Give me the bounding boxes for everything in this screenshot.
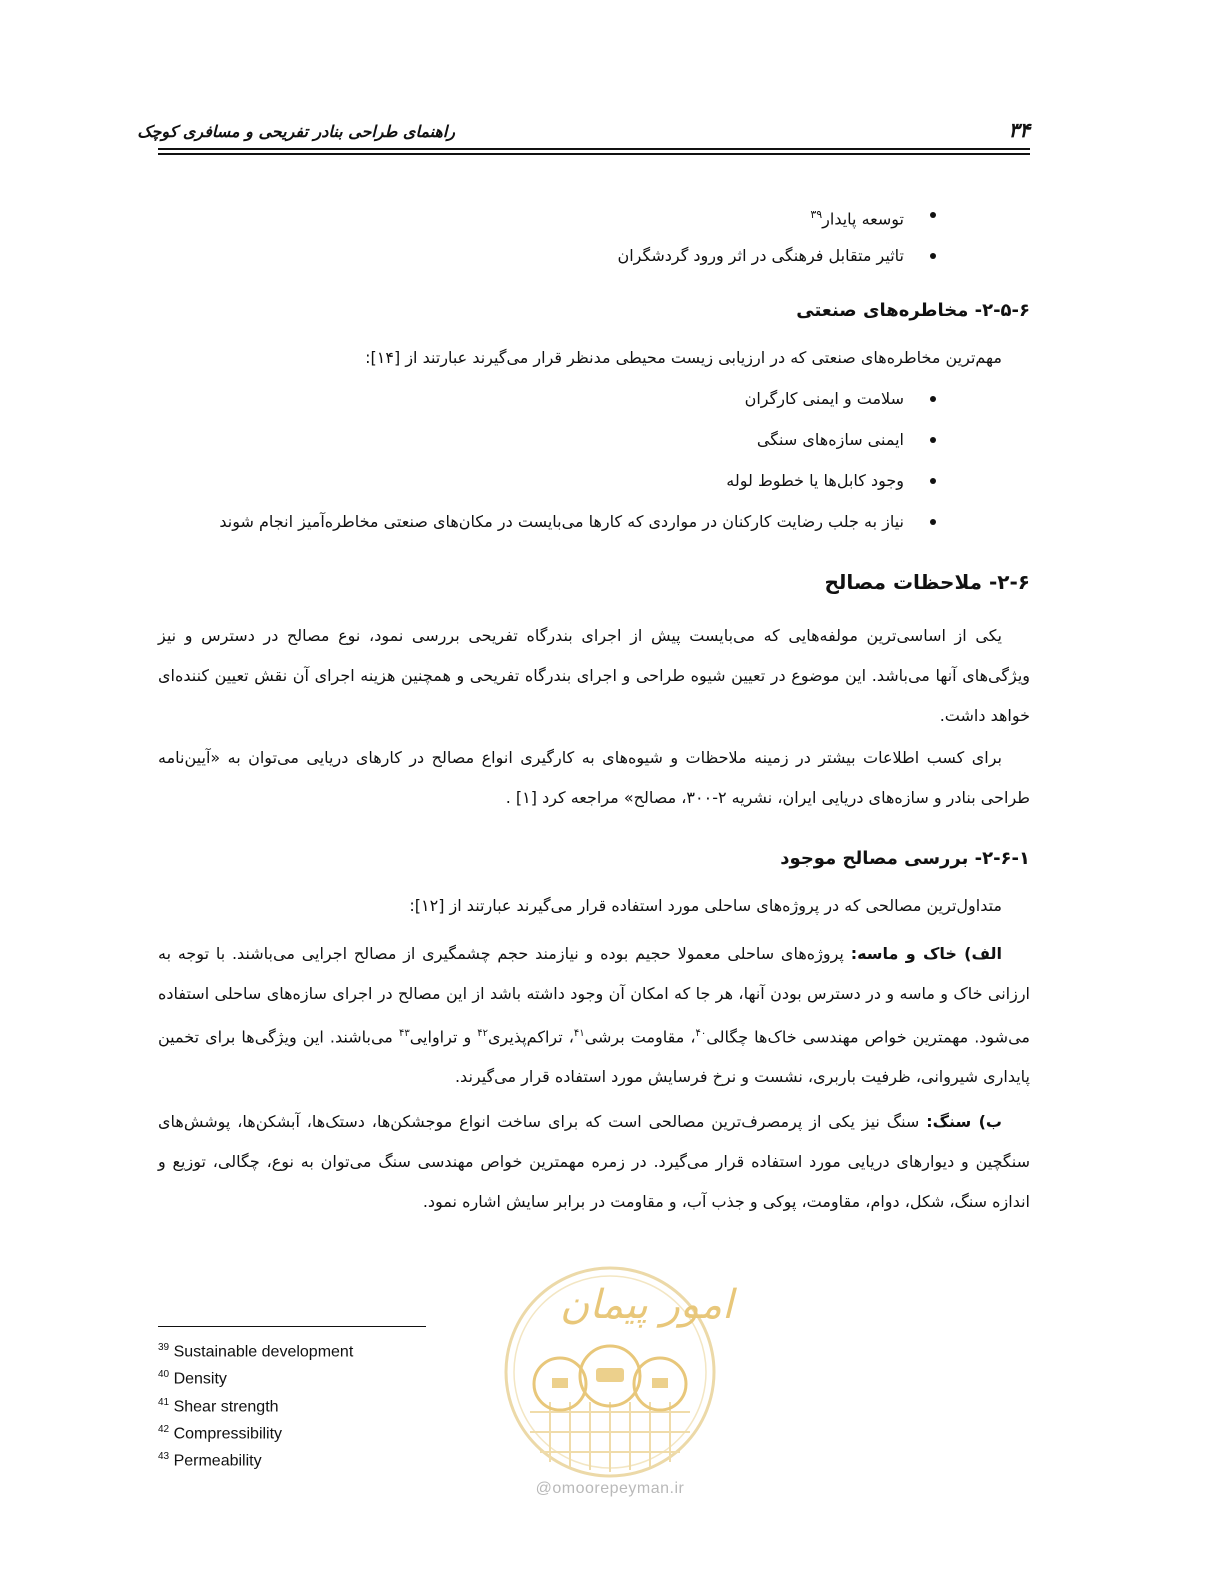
section-heading: ۲-۵-۶- مخاطره‌های صنعتی	[796, 300, 1030, 321]
section-intro: متداول‌ترین مصالحی که در پروژه‌های ساحلی مورد استفاده قرار می‌گیرند عبارتند از [۱۲]:	[409, 896, 1002, 915]
footnote-ref: ۴۳	[398, 1028, 410, 1039]
list-item: ایمنی سازه‌های سنگی	[219, 425, 936, 466]
section-heading: ۲-۶- ملاحظات مصالح	[824, 570, 1030, 594]
paragraph-stone: ب) سنگ: سنگ نیز یکی از پرمصرف‌ترین مصالحی است که برای ساخت انواع موجشکن‌ها، دستک‌ها، آبشکن‌ها، پوشش‌های سنگچین و دیوارهای دریایی مورد استفاده قرار می‌گیرد. در زمره مهمترین خواص مهندسی سنگ می‌توان به نوع، چگالی، توزیع و اندازه سنگ، شکل، دوام، مقاومت، پوکی و جذب آب، و مقاومت در برابر سایش اشاره نمود.	[158, 1112, 1030, 1211]
paragraph-soil: الف) خاک و ماسه: پروژه‌های ساحلی معمولا حجیم بوده و نیازمند حجم چشمگیری از مصالح اجرایی می‌باشند. با توجه به ارزانی خاک و ماسه و در دسترس بودن آنها، هر جا که امکان آن وجود داشته باشد از این مصالح در اجرای سازه‌های ساحلی استفاده می‌شود. مهمترین خواص مهندسی خاک‌ها چگالی$^{۴۰}$، مقاومت برشی$^{۴۱}$، تراکم‌پذیری$^{۴۲}$ و تراوایی$^{۴۳}$ می‌باشند. این ویژگی‌ها برای تخمین پایداری شیروانی، ظرفیت باربری، نشست و نرخ فرسایش مورد استفاده قرار می‌گیرند.	[158, 944, 1030, 1087]
footnotes	[158, 1336, 353, 1473]
footnote-ref: ۴۱	[573, 1028, 585, 1039]
bullet-icon	[930, 478, 936, 484]
footnote: $^{41}$ Shear strength	[158, 1396, 279, 1415]
paragraph: برای کسب اطلاعات بیشتر در زمینه ملاحظات و شیوه‌های به کارگیری انواع مصالح در کارهای دریایی می‌توان به «آیین‌نامه طراحی بنادر و سازه‌های دریایی ایران، نشریه ۲-۳۰۰، مصالح» مراجعه کرد [۱] .	[158, 748, 1030, 807]
footnote: $^{39}$ Sustainable development	[158, 1342, 354, 1361]
bullet-icon	[930, 437, 936, 443]
bullet-icon	[930, 212, 936, 218]
list-item: تاثیر متقابل فرهنگی در اثر ورود گردشگران	[617, 241, 936, 282]
footnote-rule	[158, 1326, 426, 1327]
bullet-icon	[930, 519, 936, 525]
header-title: راهنمای طراحی بنادر تفریحی و مسافری کوچک	[137, 122, 455, 141]
section-intro: مهم‌ترین مخاطره‌های صنعتی که در ارزیابی زیست محیطی مدنظر قرار می‌گیرند عبارتند از [۱۴]:	[365, 348, 1002, 367]
header-rule-bottom	[158, 153, 1030, 155]
bullet-icon	[930, 253, 936, 259]
paragraph-label: ب) سنگ:	[926, 1112, 1002, 1131]
page-number: ۳۴	[1008, 118, 1030, 142]
bullet-list-top	[617, 200, 936, 282]
paragraph: یکی از اساسی‌ترین مولفه‌هایی که می‌بایست پیش از اجرای بندرگاه تفریحی بررسی نمود، نوع مصالح در دسترس و نیز ویژگی‌های آنها می‌باشد. این موضوع در تعیین شیوه طراحی و اجرای بندرگاه تفریحی و همچنین هزینه اجرای آن نقش تعیین کننده‌ای خواهد داشت.	[158, 626, 1030, 725]
footnote: $^{40}$ Density	[158, 1369, 227, 1388]
paragraph-label: الف) خاک و ماسه:	[850, 944, 1003, 963]
footnote-ref: ۴۰	[695, 1028, 707, 1039]
list-item: وجود کابل‌ها یا خطوط لوله	[219, 466, 936, 507]
list-item: نیاز به جلب رضایت کارکنان در مواردی که کارها می‌بایست در مکان‌های صنعتی مخاطره‌آمیز انجام شوند	[219, 507, 936, 548]
bullet-icon	[930, 396, 936, 402]
section-heading: ۲-۶-۱- بررسی مصالح موجود	[780, 848, 1030, 869]
bullet-list-hazards	[219, 384, 936, 548]
running-header	[137, 118, 1030, 152]
header-rule-top	[158, 148, 1030, 150]
list-item: توسعه پایدار$^{۳۹}$	[617, 200, 936, 241]
list-item: سلامت و ایمنی کارگران	[219, 384, 936, 425]
footnote: $^{42}$ Compressibility	[158, 1423, 283, 1443]
footnote-ref: ۳۹	[810, 208, 823, 221]
watermark-site: @omoorepeyman.ir	[535, 1480, 685, 1497]
footnote: $^{43}$ Permeability	[158, 1451, 262, 1470]
footnote-ref: ۴۲	[477, 1028, 489, 1039]
watermark-brand: امور پیمان	[560, 1282, 734, 1328]
